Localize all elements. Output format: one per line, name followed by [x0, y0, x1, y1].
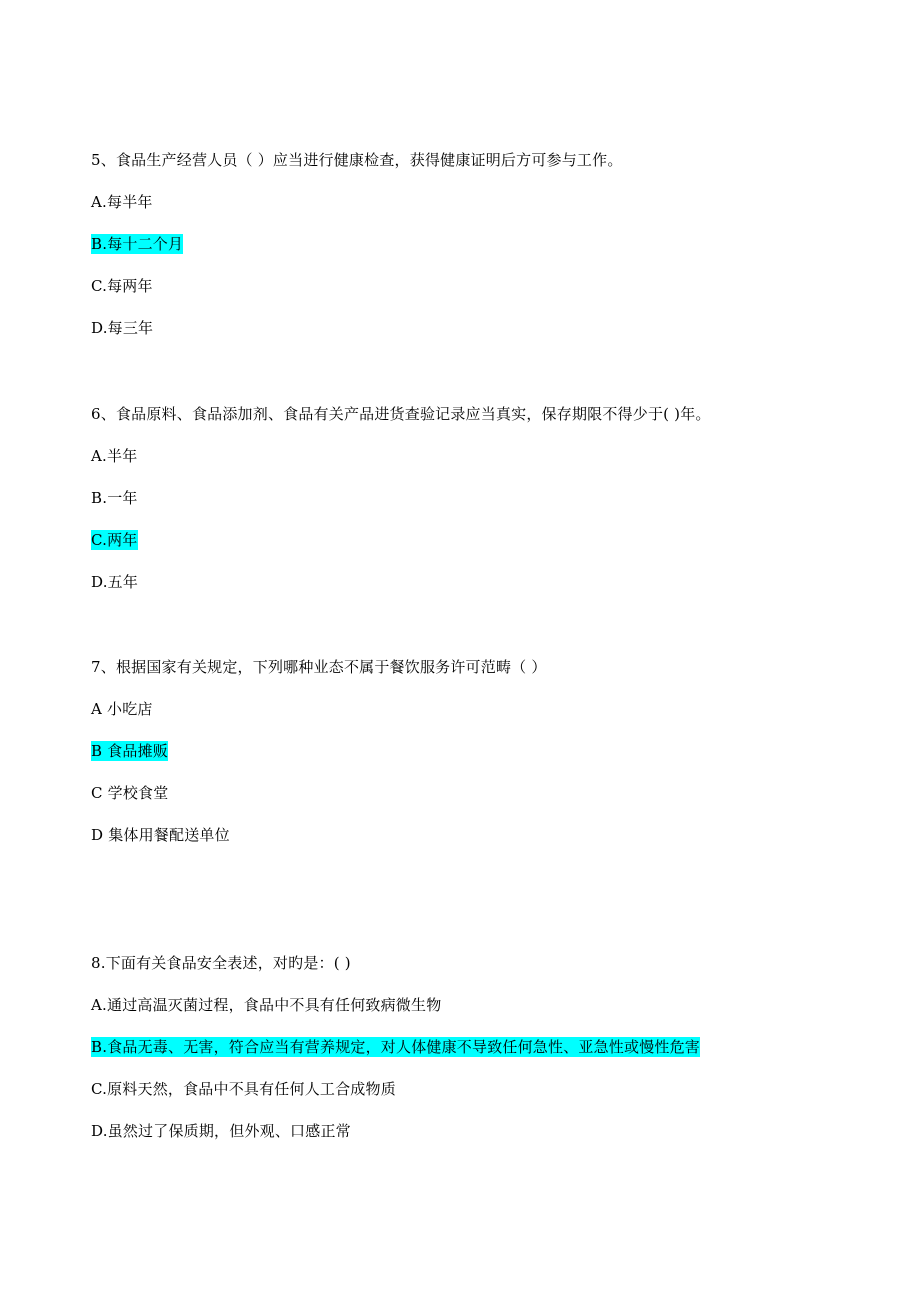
question-6-option-a: A.半年 [91, 447, 138, 465]
question-8-option-a: A.通过高温灭菌过程，食品中不具有任何致病微生物 [91, 996, 442, 1014]
question-8-option-b-highlighted: B.食品无毒、无害，符合应当有营养规定，对人体健康不导致任何急性、亚急性或慢性危害 [91, 1038, 700, 1056]
question-6-option-c-highlighted: C.两年 [91, 531, 138, 549]
question-7-option-c: C 学校食堂 [91, 784, 169, 802]
question-7-option-b-highlighted: B 食品摊贩 [91, 742, 168, 760]
question-5-option-c: C.每两年 [91, 277, 153, 295]
question-7-stem: 7、根据国家有关规定，下列哪种业态不属于餐饮服务许可范畴（ ） [91, 658, 547, 676]
question-5-stem: 5、食品生产经营人员（ ）应当进行健康检查，获得健康证明后方可参与工作。 [91, 151, 623, 169]
question-6-option-b: B.一年 [91, 489, 138, 507]
question-5-option-b-highlighted: B.每十二个月 [91, 235, 184, 253]
question-5-option-d: D.每三年 [91, 319, 154, 337]
question-8-stem: 8.下面有关食品安全表述，对旳是：( ) [91, 954, 351, 972]
question-8-option-d: D.虽然过了保质期，但外观、口感正常 [91, 1122, 351, 1140]
question-8-option-c: C.原料天然，食品中不具有任何人工合成物质 [91, 1080, 396, 1098]
question-6-option-d: D.五年 [91, 573, 139, 591]
question-6-stem: 6、食品原料、食品添加剂、食品有关产品进货查验记录应当真实，保存期限不得少于( )年。 [91, 405, 711, 423]
question-7-option-a: A 小吃店 [91, 700, 153, 718]
question-5-option-a: A.每半年 [91, 193, 153, 211]
question-7-option-d: D 集体用餐配送单位 [91, 826, 230, 844]
